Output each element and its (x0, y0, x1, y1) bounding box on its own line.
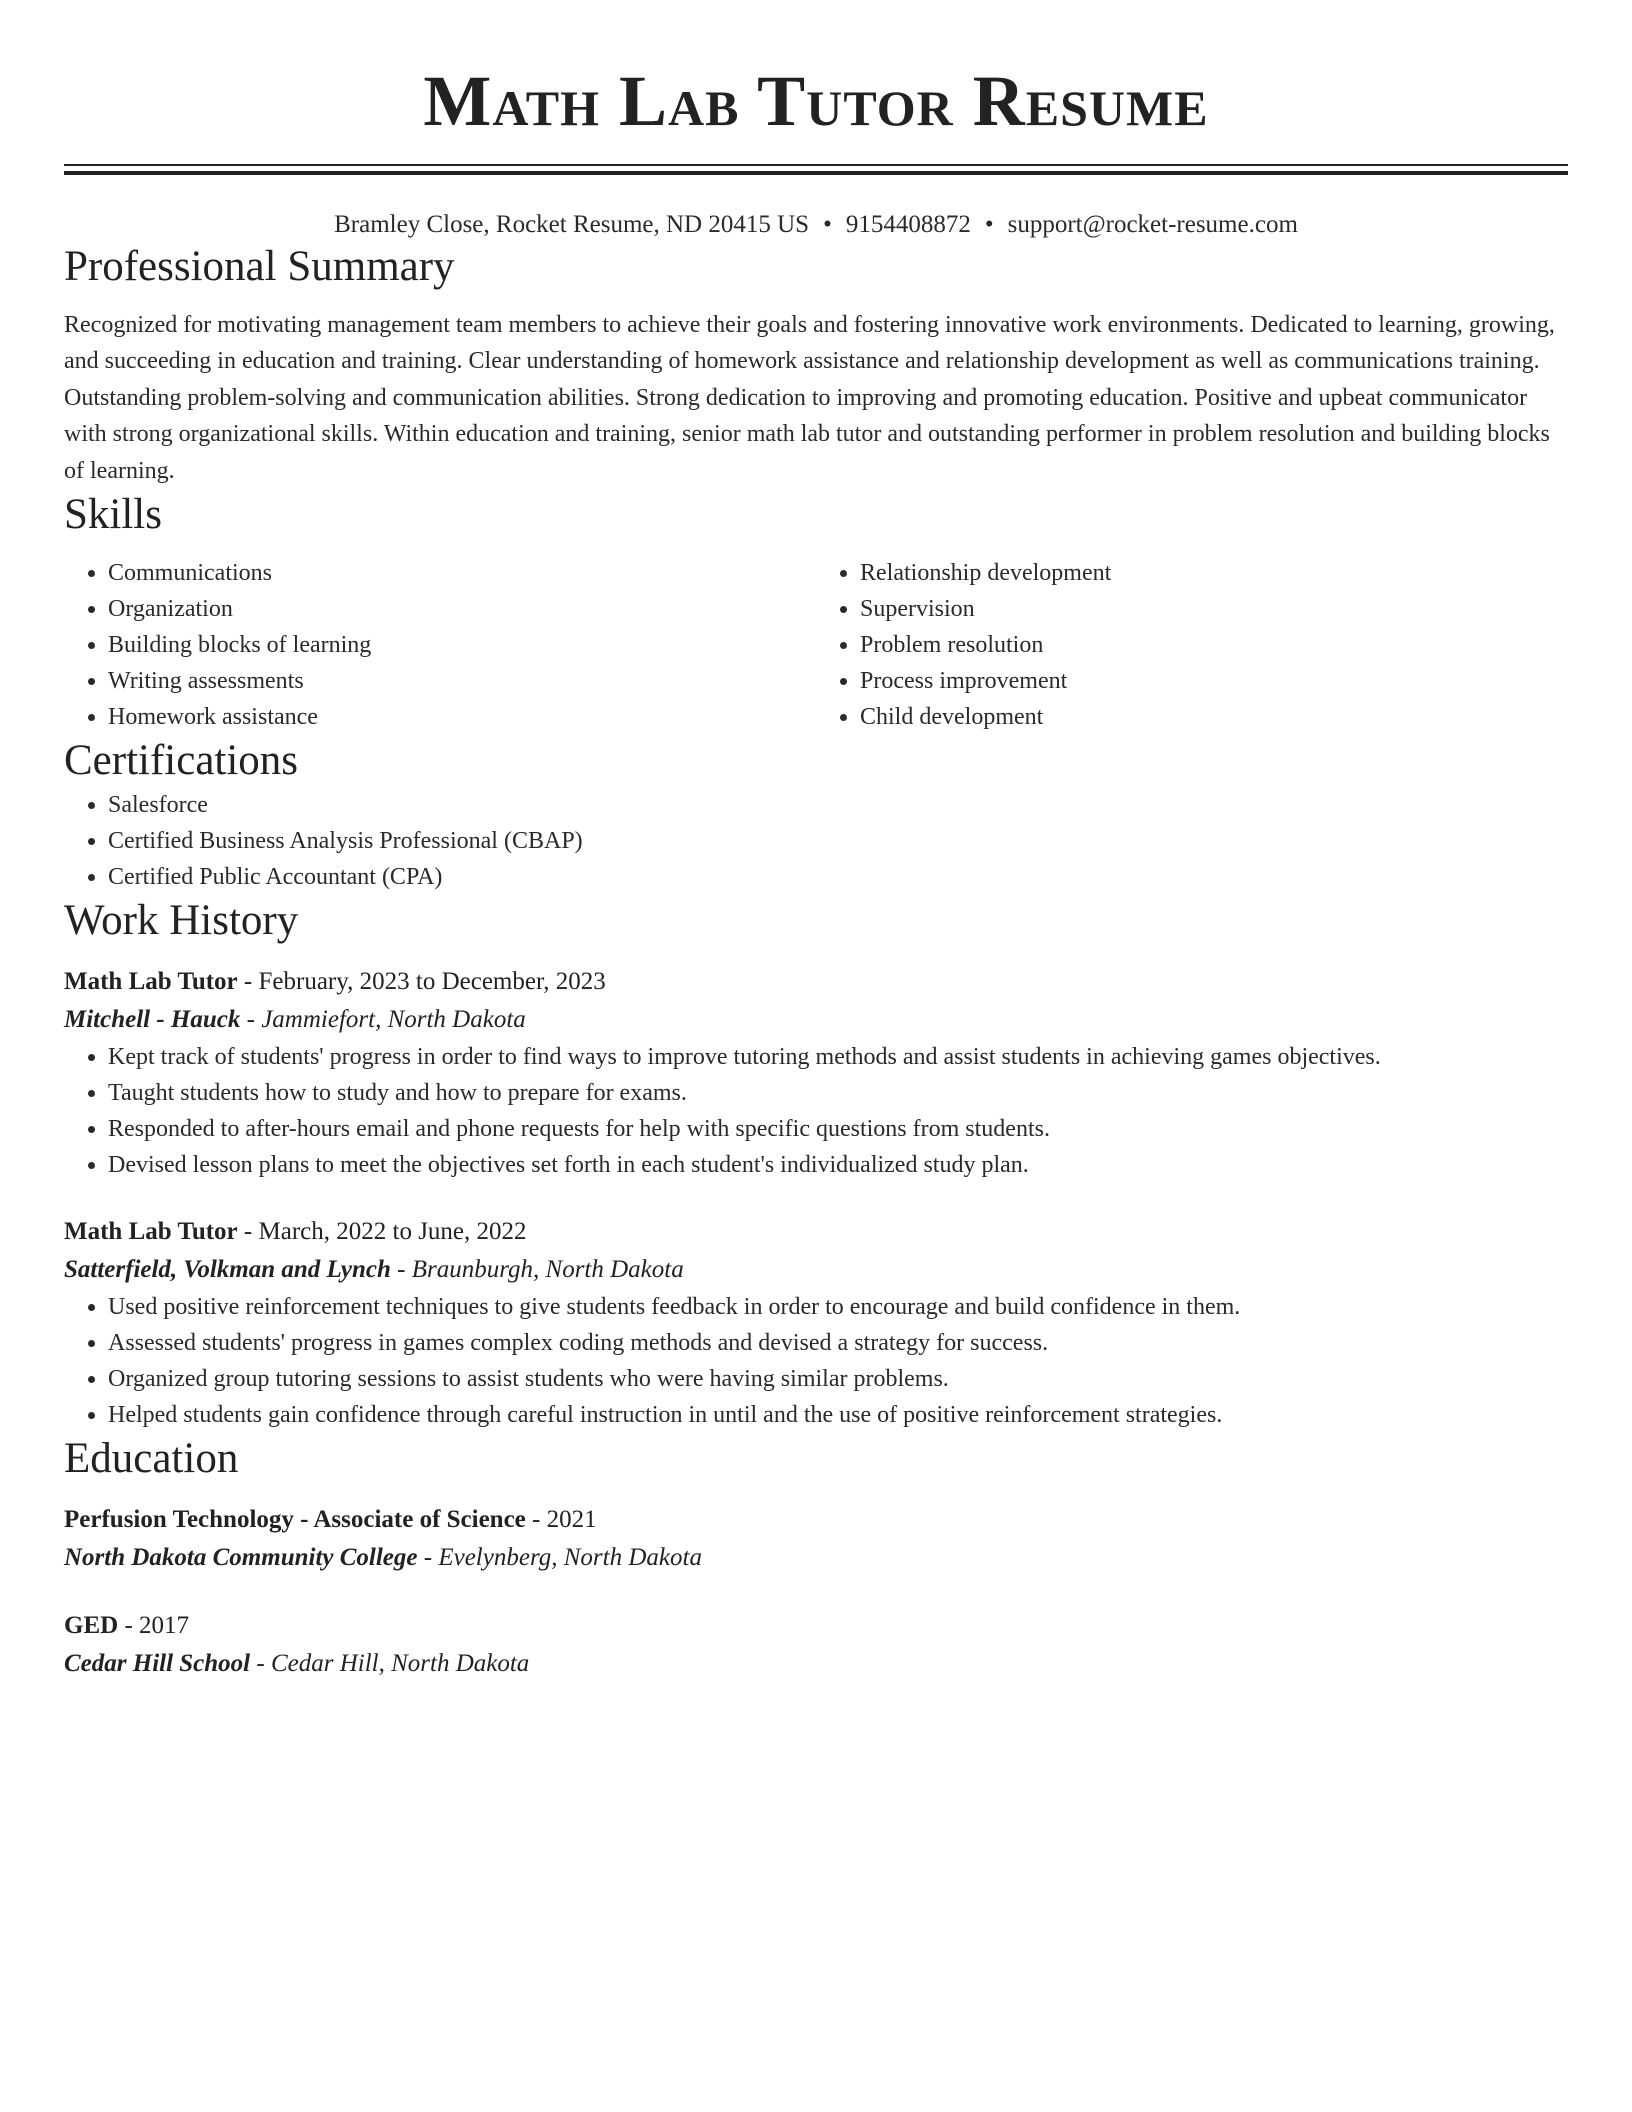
certification-item: • Certified Business Analysis Professional (CBAP) (108, 823, 1568, 859)
job-bullet: • Assessed students' progress in games complex coding methods and devised a strategy for success. (108, 1325, 1568, 1361)
certifications-list (64, 787, 1568, 895)
skill-item: • Communications (108, 555, 816, 591)
education-degree: GED (64, 1612, 119, 1640)
education-entry (64, 1501, 1568, 1577)
job-bullet: • Responded to after-hours email and phone requests for help with specific questions from students. (108, 1111, 1568, 1147)
education-degree-line (64, 1607, 1568, 1645)
certifications-heading: Certifications (64, 737, 299, 785)
job-title: Math Lab Tutor (64, 1218, 238, 1246)
job-location: - Braunburgh, North Dakota (390, 1256, 684, 1284)
contact-separator: • (984, 211, 994, 238)
skill-item: • Relationship development (860, 555, 1568, 591)
job-company-line (64, 1001, 1568, 1039)
skills-column-right (816, 555, 1568, 735)
education-school-line (64, 1539, 1568, 1577)
job-bullets (64, 1039, 1568, 1183)
skill-item: • Supervision (860, 591, 1568, 627)
job-company-line (64, 1251, 1568, 1289)
education-school: North Dakota Community College (64, 1544, 418, 1572)
job-bullet: • Helped students gain confidence through careful instruction in until and the use of positive reinforcement strategies. (108, 1397, 1568, 1433)
title-divider (64, 164, 1568, 175)
skill-item: • Organization (108, 591, 816, 627)
education-school: Cedar Hill School (64, 1650, 251, 1678)
contact-separator: • (823, 211, 832, 238)
contact-phone: 9154408872 (845, 211, 971, 238)
divider-thin (64, 164, 1568, 166)
skills-column-left (64, 555, 816, 735)
divider-thick (64, 171, 1568, 175)
skill-item: • Process improvement (860, 663, 1568, 699)
job-entry (64, 1213, 1568, 1433)
job-entry (64, 963, 1568, 1183)
education-heading: Education (64, 1435, 239, 1483)
job-bullet: • Devised lesson plans to meet the objectives set forth in each student's individualized study plan. (108, 1147, 1568, 1183)
job-bullet: • Kept track of students' progress in order to find ways to improve tutoring methods and assist students in achieving games objectives. (108, 1039, 1568, 1075)
contact-address: Bramley Close, Rocket Resume, ND 20415 US (334, 211, 810, 238)
education-school-line (64, 1645, 1568, 1683)
work-history-heading: Work History (64, 897, 299, 945)
skill-item: • Child development (860, 699, 1568, 735)
certification-item: • Certified Public Accountant (CPA) (108, 859, 1568, 895)
job-dates: - February, 2023 to December, 2023 (237, 968, 606, 996)
education-degree-line (64, 1501, 1568, 1539)
skill-item: • Problem resolution (860, 627, 1568, 663)
education-location: - Cedar Hill, North Dakota (250, 1650, 530, 1678)
skills-list-right (816, 555, 1568, 735)
skills-list-left (64, 555, 816, 735)
contact-line (64, 209, 1568, 241)
job-bullet: • Organized group tutoring sessions to assist students who were having similar problems. (108, 1361, 1568, 1397)
education-entry (64, 1607, 1568, 1683)
education-year: - 2017 (118, 1612, 190, 1640)
summary-text: Recognized for motivating management team members to achieve their goals and fostering innovative work environments. Dedicated to learning, growing, and succeeding in education and training. Clear understanding of homework assistance and relationship development as well as communications training. Outstanding problem-solving and communication abilities. Strong dedication to improving and promoting education. Positive and upbeat communicator with strong organizational skills. Within education and training, senior math lab tutor and outstanding performer in problem resolution and building blocks of learning. (64, 312, 1555, 484)
job-title-line (64, 1213, 1568, 1251)
certification-item: • Salesforce (108, 787, 1568, 823)
skills-grid (64, 555, 1568, 735)
job-company: Satterfield, Volkman and Lynch (64, 1256, 391, 1284)
skill-item: • Writing assessments (108, 663, 816, 699)
job-title-line (64, 963, 1568, 1001)
skill-item: • Building blocks of learning (108, 627, 816, 663)
education-year: - 2021 (525, 1506, 597, 1534)
job-title: Math Lab Tutor (64, 968, 238, 996)
job-bullets (64, 1289, 1568, 1433)
education-location: - Evelynberg, North Dakota (417, 1544, 702, 1572)
skill-item: • Homework assistance (108, 699, 816, 735)
contact-email: support@rocket-resume.com (1007, 211, 1298, 238)
job-bullet: • Taught students how to study and how to prepare for exams. (108, 1075, 1568, 1111)
skills-heading: Skills (64, 491, 162, 539)
page-title: Math Lab Tutor Resume (423, 61, 1209, 141)
education-degree: Perfusion Technology - Associate of Science (64, 1506, 526, 1534)
job-dates: - March, 2022 to June, 2022 (237, 1218, 527, 1246)
summary-heading: Professional Summary (64, 243, 455, 290)
job-bullet: • Used positive reinforcement techniques to give students feedback in order to encourage and build confidence in them. (108, 1289, 1568, 1325)
job-company: Mitchell - Hauck (64, 1006, 241, 1034)
job-location: - Jammiefort, North Dakota (240, 1006, 526, 1034)
